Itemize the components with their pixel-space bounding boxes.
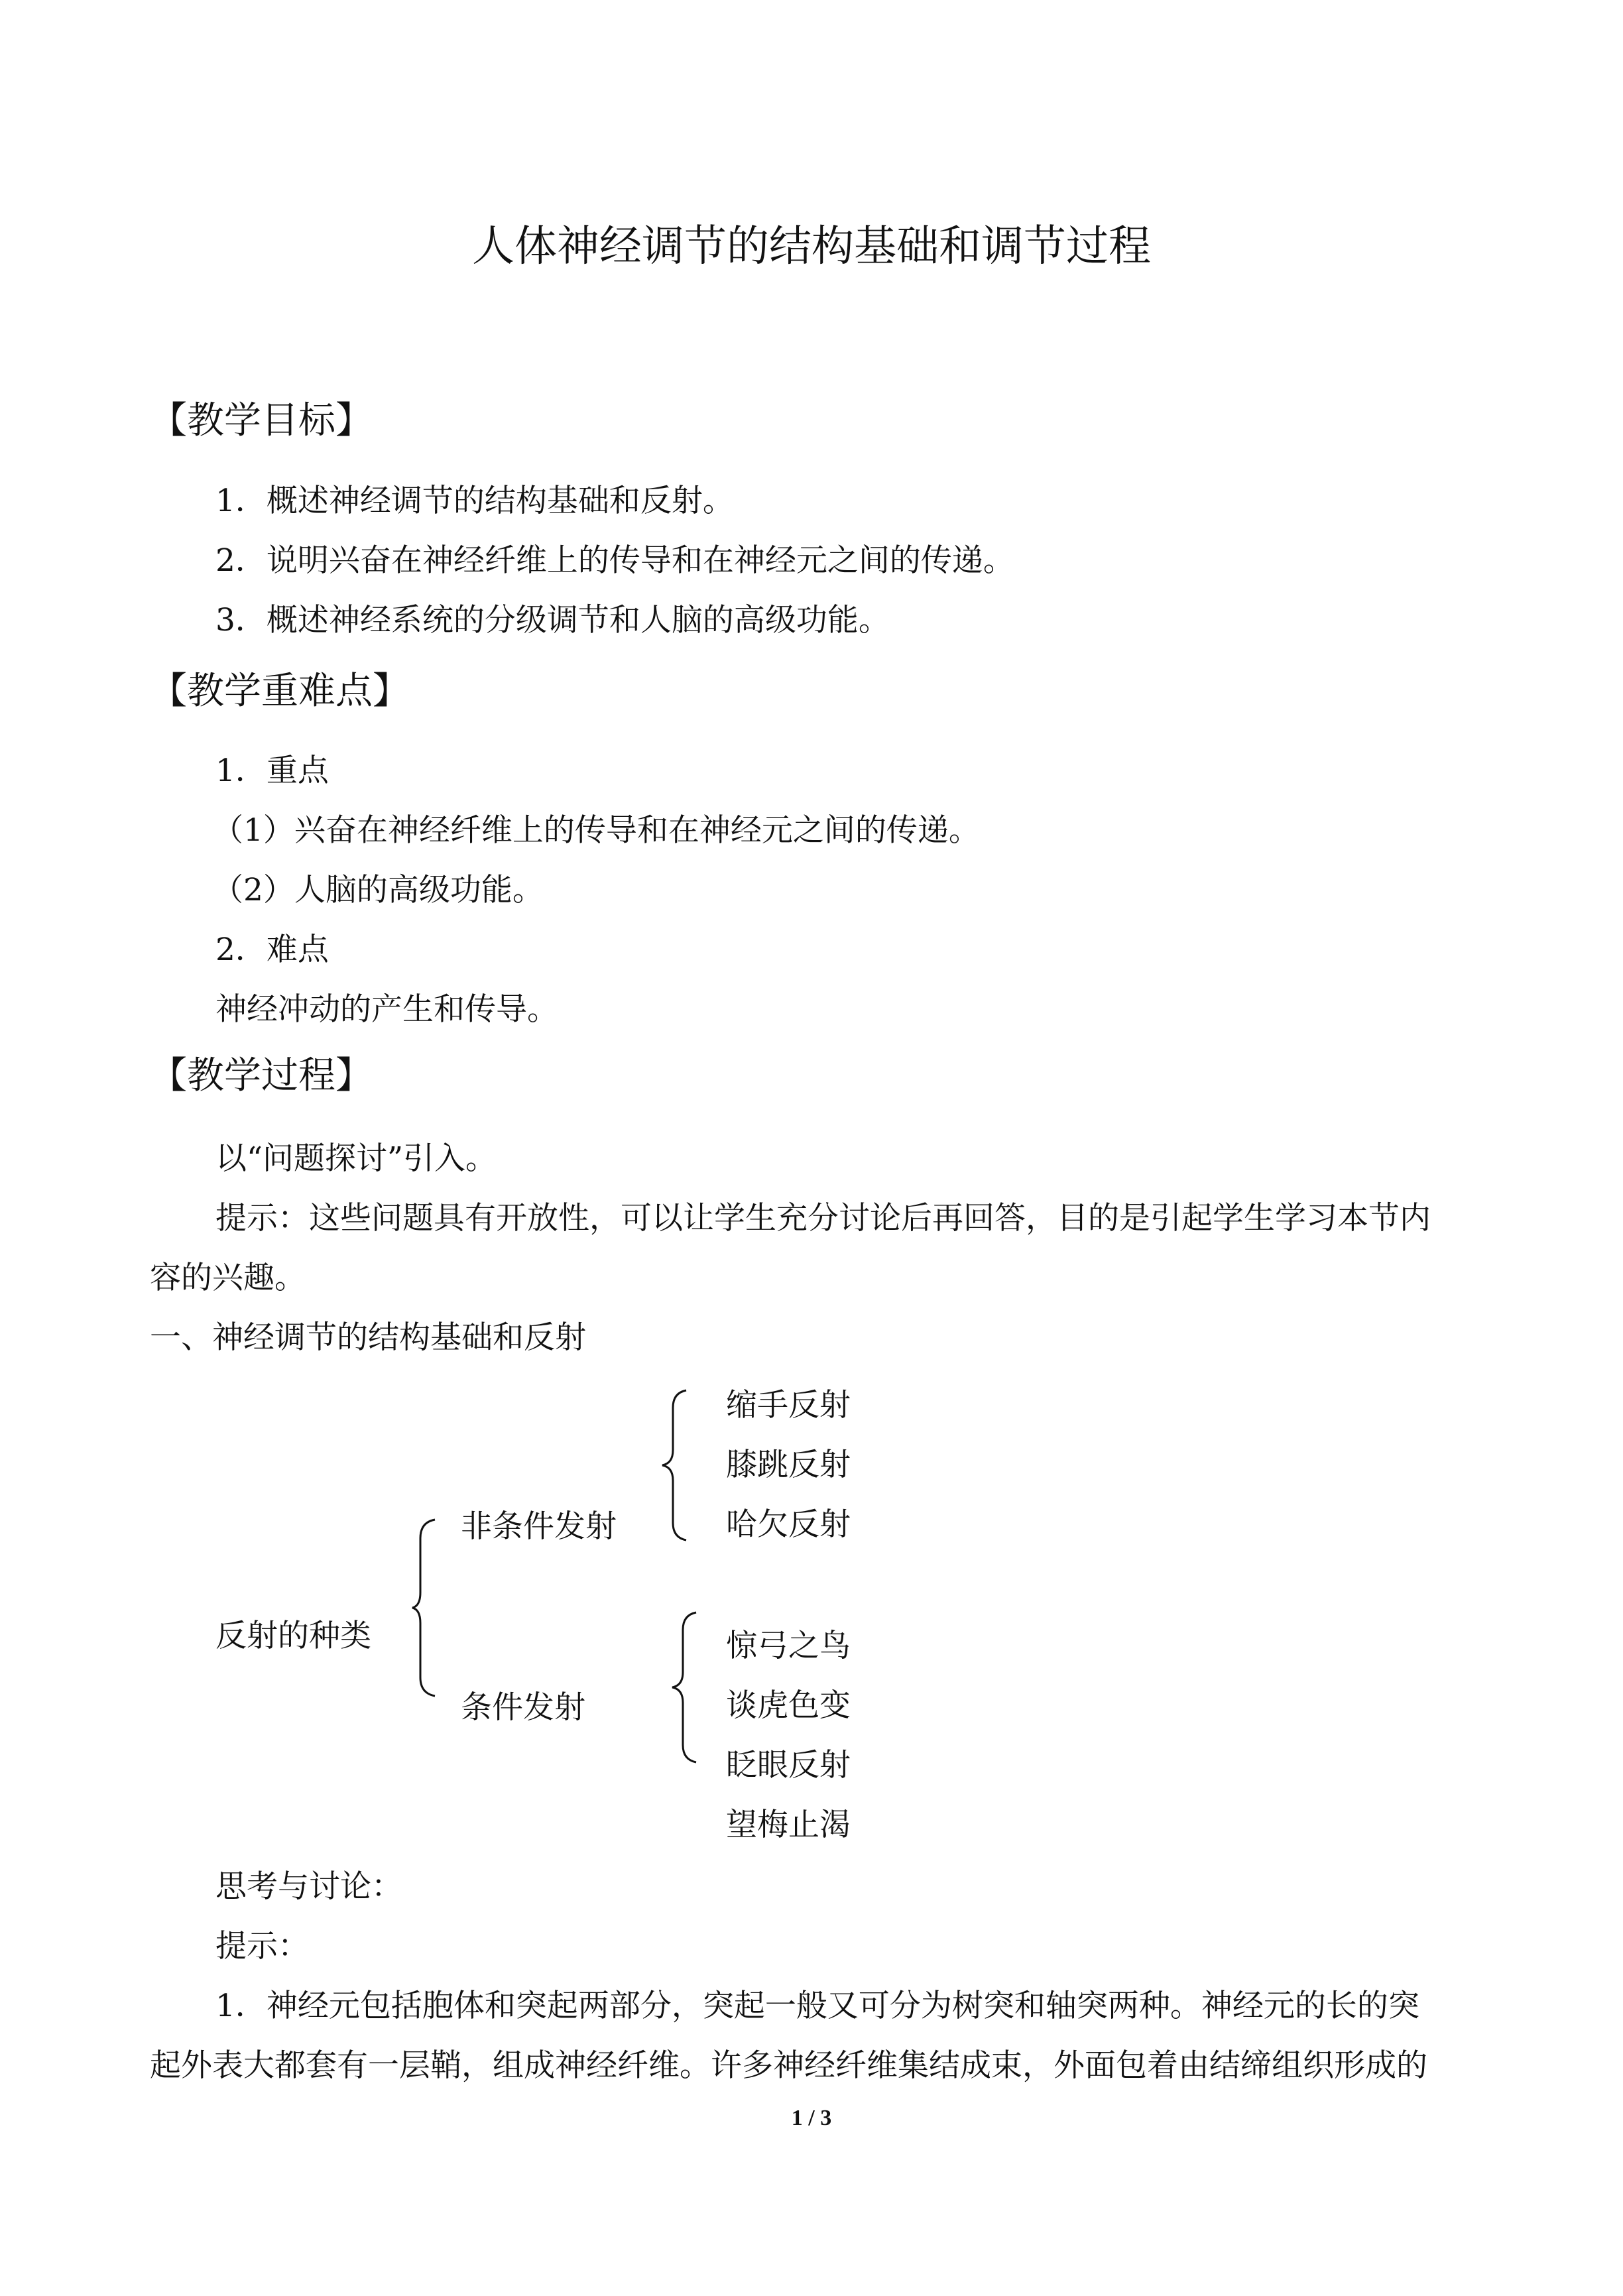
unconditioned-brace-icon (660, 1389, 689, 1541)
conditioned-example: 望梅止渴 (726, 1807, 851, 1843)
difficulty-label: 2．难点 (215, 932, 329, 968)
focus-label: 1．重点 (215, 753, 329, 789)
page-title: 人体神经调节的结构基础和调节过程 (472, 222, 1151, 271)
focus-item: （1）兴奋在神经纤维上的传导和在神经元之间的传递。 (212, 812, 980, 849)
section-heading-process: 【教学过程】 (150, 1054, 373, 1097)
page-number: 1 / 3 (791, 2106, 832, 2130)
process-hint-line: 提示：这些问题具有开放性，可以让学生充分讨论后再回答，目的是引起学生学习本节内 (215, 1200, 1431, 1237)
discussion-paragraph-line: 1．神经元包括胞体和突起两部分，突起一般又可分为树突和轴突两种。神经元的长的突 (215, 1988, 1419, 2024)
unconditioned-label: 非条件发射 (461, 1508, 617, 1545)
conditioned-example: 谈虎色变 (726, 1687, 851, 1724)
unconditioned-example: 缩手反射 (726, 1387, 851, 1423)
objective-item: 1．概述神经调节的结构基础和反射。 (215, 483, 734, 519)
objective-item: 3．概述神经系统的分级调节和人脑的高级功能。 (215, 602, 890, 638)
conditioned-example: 眨眼反射 (726, 1747, 851, 1783)
process-intro: 以“问题探讨”引入。 (215, 1140, 497, 1177)
discussion-heading: 思考与讨论： (215, 1868, 402, 1905)
conditioned-label: 条件发射 (461, 1689, 585, 1726)
difficulty-text: 神经冲动的产生和传导。 (215, 991, 558, 1028)
section-heading-objectives: 【教学目标】 (150, 399, 373, 442)
root-brace-icon (411, 1518, 438, 1697)
focus-item: （2）人脑的高级功能。 (212, 872, 544, 908)
unconditioned-example: 膝跳反射 (726, 1447, 851, 1483)
section-heading-key-points: 【教学重难点】 (150, 670, 410, 713)
diagram-root-label: 反射的种类 (215, 1618, 371, 1654)
discussion-hint: 提示： (215, 1928, 309, 1964)
process-hint-line: 容的兴趣。 (150, 1260, 306, 1296)
unconditioned-example: 哈欠反射 (726, 1506, 851, 1543)
objective-item: 2．说明兴奋在神经纤维上的传导和在神经元之间的传递。 (215, 542, 1014, 579)
conditioned-example: 惊弓之鸟 (726, 1628, 851, 1664)
conditioned-brace-icon (670, 1611, 699, 1764)
part-title: 一、神经调节的结构基础和反射 (150, 1319, 586, 1356)
discussion-paragraph-line: 起外表大都套有一层鞘，组成神经纤维。许多神经纤维集结成束，外面包着由结缔组织形成的 (150, 2047, 1427, 2084)
